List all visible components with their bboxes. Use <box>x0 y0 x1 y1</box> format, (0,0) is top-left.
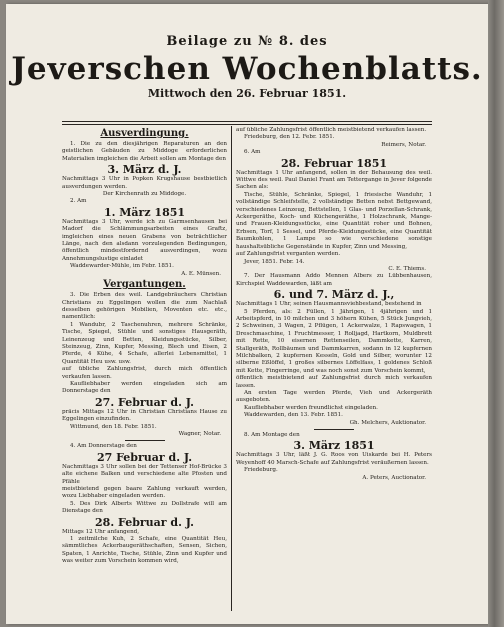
notice-7-intro: 7. Der Hausmann Addo Mennen Albers zu Lübbenhausen, Kirchspiel Waddewarden, läßt am <box>236 273 432 287</box>
notice-8-text: Nachmittags 3 Uhr, läßt J. G. Roos von Uiskarde bei H. Peters Weyenhoff 40 Marsch-Schafe auf Zahlungsfrist veräußernen lassen. <box>236 452 432 466</box>
header <box>6 12 488 100</box>
notice-7-terms: öffentlich meistbietend auf Zahlungsfrist durch mich verkaufen lassen. <box>236 375 432 389</box>
notice-8-place: Friedeburg. <box>244 467 278 474</box>
notice-3-time: präcis Mittags 12 Uhr in Christian Christians Hause zu Eggelingen einzufinden. <box>62 408 227 423</box>
column-divider <box>231 126 232 611</box>
notice-3-text: 3. Die Erben des weil. Landgebräuchers Christian Christians zu Eggelingen wollen die zum Nachlaß desselben gehörigen Mobilien, Moventen etc. etc., namentlich: <box>62 292 227 321</box>
header-rule-bottom <box>62 124 432 125</box>
dateline: Mittwoch den 26. Februar 1851. <box>147 87 347 100</box>
notice-4-date: 27 Februar d. J. <box>96 450 193 464</box>
notice-6-terms: auf Zahlungsfrist verganten werden. <box>236 251 341 258</box>
notice-5-intro: 5. Des Dirk Alberts Wittwe zu Dollstrafe will am Dienstage den <box>62 500 227 515</box>
separator <box>314 429 354 430</box>
notice-6-place: Jever, 1851. Febr. 14. <box>244 258 305 265</box>
notice-3-place: Wittmund, den 18. Febr. 1851. <box>70 423 157 430</box>
left-column <box>62 127 227 566</box>
newspaper-page <box>6 4 488 624</box>
notice-5-date: 28. Februar d. J. <box>95 515 194 529</box>
notice-5-place: Friedeburg, den 12. Febr. 1851. <box>244 134 335 141</box>
notice-7-signature: Gh. Melchers, Auktionator. <box>349 419 426 426</box>
notice-2-am: 2. Am <box>70 198 87 205</box>
notice-5-terms: auf übliche Zahlungsfrist öffentlich meistbietend verkaufen lassen. <box>236 127 427 133</box>
notice-8-date: 3. März 1851 <box>293 439 375 453</box>
notice-3-invite: Kaufliebhaber werden eingeladen sich am Donnerstage den <box>62 380 227 395</box>
notice-1-text-2: Nachmittags 3 Uhr in Popken Krugshause bestbietlich ausverdungen werden. <box>62 176 227 190</box>
notice-7-items: 5 Pferden, als: 2 Füllen, 1 Jährigen, 1 4jährigen und 1 Arbeitspferd, in 10 milchen und 3 höhern Kühen, 5 Stück Jungvieh, 2 Schweinen, 3 Wagen, 2 Pflügen, 1 Ackerwalze, 1 Rapswagen, 1 Dreschmaschine, 1 Fruchtmesser, 1 Rolljagd, Hartkorn, Muldbrett mit Rette, 10 eisernen Rettenseilen, Dammkette, Karren, Stallgeräth, Rollbäumen und Dammkarren, sodann in 12 kupfernen Milchbalken, 2 kupfernen Kesseln, Gold und Silber, worunter 12 silberne Eßlöffel, 1 großes silbernes Löffelfass, 1 goldenes Schloß mit Kette, Fingerringe, und was noch sonst zum Vorschein kommt, <box>236 308 432 374</box>
notice-5-items: 1 zeitmilche Kuh, 2 Schafe, eine Quantität Heu, sämmtliches Ackerbaugeräthschaften, Sensen, Sichen, Spaten, 1 Anrichte, Tische, Stühle, Zinn und Kupfer und was weiter zum Vorschein kommen wird, <box>62 536 227 565</box>
notice-5-time: Mittags 12 Uhr anfangend, <box>62 528 140 535</box>
notice-6-text: Nachmittags 1 Uhr anfangend, sollen in der Behausung des weil. Wittwe des weil. Paul Daniel Frant am Tettergange in Jever folgende Sachen als: <box>236 169 432 191</box>
notice-3-date: 27. Februar d. J. <box>95 395 194 409</box>
notice-6-signature: C. E. Thiems. <box>388 265 426 272</box>
notice-7-text: Nachmittags 1 Uhr, seinen Hausmannsviehbestand, bestehend in <box>236 301 422 308</box>
section-title-vergantungen: Vergantungen. <box>103 279 186 291</box>
page-edge-shadow <box>488 0 504 627</box>
supplement-line: Beilage zu № 8. des <box>166 34 328 49</box>
notice-6-date: 28. Februar 1851 <box>280 156 388 170</box>
notice-6-am: 6. Am <box>244 149 261 156</box>
notice-8-intro: 8. Am Montage den <box>244 432 300 439</box>
notice-3-signature: Wagner, Notar. <box>178 431 221 437</box>
notice-2-place: Waddewarder-Mühle, im Febr. 1851. <box>70 263 174 270</box>
notice-7-invite: Kaufliebhaber werden freundlichst eingeladen. <box>244 404 378 411</box>
right-column <box>236 127 432 482</box>
notice-4-text: Nachmittags 3 Uhr sollen bei der Tettenser Hof-Brücke 3 alte eichene Balken und verschiedene alte Pfosten und Pfähle <box>62 463 227 485</box>
header-rule-top <box>62 121 432 122</box>
notice-1-text: 1. Die zu den diesjährigen Reparaturen an den geistlichen Gebäuden zu Middoge erforderlichen Materialien imgleichen die Arbeit sollen am Montage den <box>62 141 227 162</box>
notice-7-place: Waddewarden, den 13. Febr. 1851. <box>244 412 343 419</box>
notice-7-note: An ersten Tage werden Pferde, Vieh und Ackergeräth ausgeboten. <box>236 390 432 404</box>
masthead-title: Jeverschen Wochenblatts. <box>11 51 483 87</box>
notice-3-terms: auf übliche Zahlungsfrist, durch mich öffentlich verkaufen lassen. <box>62 366 227 380</box>
section-title-ausverdingung: Ausverdingung. <box>100 128 189 139</box>
notice-8-signature: A. Peters, Auctionator. <box>362 474 426 481</box>
notice-4-intro: 4. Am Donnerstage den <box>70 443 137 450</box>
notice-6-items: Tische, Stühle, Schränke, Spiegel, 1 friesische Wanduhr, 1 vollständige Schleifstelle, 2 vollständige Betten nebst Bettgewand, verschiedenes Leinzeug, Bettstellen, 1 Glas- und Porzellan-Schrank, Ackergeräthe, Koch- und Küchengeräthe, 1 Holzschrank, Mange- und Frauen-Kleidungsstücke, eine Quantität roher und Bohnen, Erbsen, Torf, 1 Sessel, und Pferde-Kleidungsstücke, eine Quantität Baumkohlen, 1 Lampe so wie verschiedene sonstige haushaltsübliche Gegenstände in Kupfer, Zinn und Messing, <box>236 191 432 250</box>
notice-5-signature: Reimers, Notar. <box>381 141 426 148</box>
separator <box>125 440 165 441</box>
notice-1-signature: Der Kirchenrath zu Middoge. <box>102 191 187 198</box>
notice-2-signature: A. E. Münsen. <box>181 270 221 277</box>
notice-2-date: 1. März 1851 <box>103 205 186 219</box>
notice-1-date: 3. März d. J. <box>107 163 182 177</box>
notice-3-items: 1 Wandubr, 2 Taschenuhren, mehrere Schränke, Tische, Spiegel, Stühle und sonstiges Hausgeräth, Leinenzeug und Betten, Kleidungsstücke, Silber, Steinzeug, Zinn, Kupfer, Messing, Blech und Eisen, 2 Pferde, 4 Kühe, 4 Schafe, allerlei Lebensmittel, 1 Quantität Heu usw. usw. <box>62 321 227 365</box>
notice-7-date: 6. und 7. März d. J., <box>273 288 395 302</box>
notice-4-terms: meistbietend gegen baare Zahlung verkauft werden, wozu Liebhaber eingeladen werden. <box>62 486 227 500</box>
notice-2-text: Nachmittags 3 Uhr, werde ich zu Garmsenhausen bei Madorf die Schlämmungsarbeiten eines Graftz, imgleichen eines neuen Grabens von beträchtlicher Länge, nach den alsdann vorzulegenden Bedingungen, öffentlich mindestfordernd ausverdingen, wozu Annehmungslustige einladet <box>62 218 227 262</box>
